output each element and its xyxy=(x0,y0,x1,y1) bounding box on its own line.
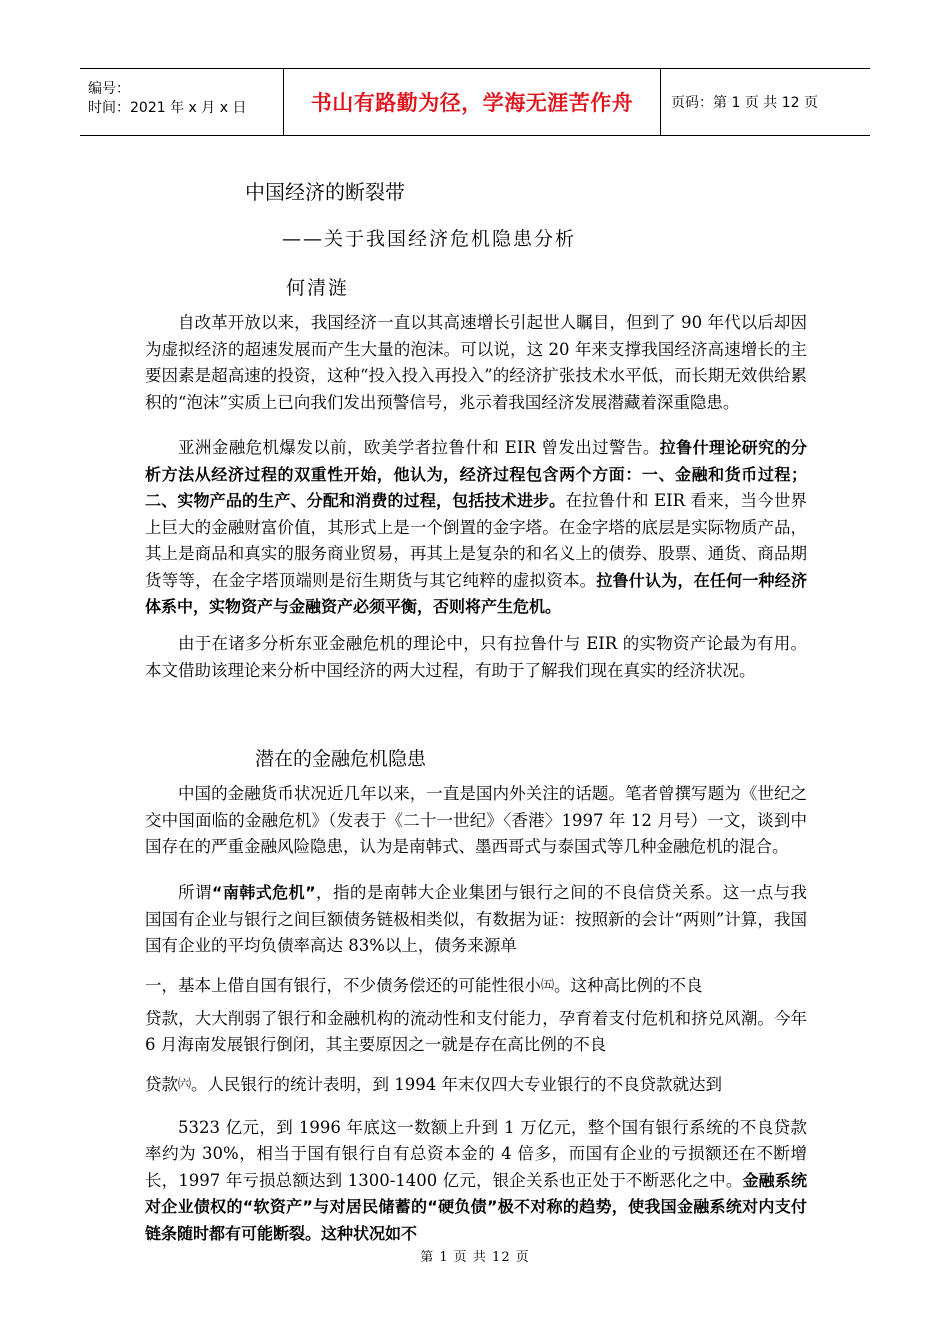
p2-bold-b: 拉鲁什理论研究的分析方法从经济过程的双重性开始，他认为，经济过程包含两个方面：一、金融和货币过程；二、实物产品的生产、分配和消费的过程，包括技术进步。 xyxy=(145,438,807,510)
p5-bold-j: 金融系统对企业债权的“软资产”与对居民储蓄的“硬负债”极不对称的趋势，使我国金融系统对内支付链条随时都有可能断裂。这种状况如不 xyxy=(145,1170,807,1243)
doc-title: 中国经济的断裂带 xyxy=(245,180,405,204)
doc-subtitle: ——关于我国经济危机隐患分析 xyxy=(282,228,577,250)
paragraph-3: 由于在诸多分析东亚金融危机的理论中，只有拉鲁什与 EIR 的实物资产论最为有用。本文借助该理论来分析中国经济的两大过程，有助于了解我们现在真实的经济状况。 xyxy=(145,634,807,680)
header-page-info-cell xyxy=(661,69,818,135)
paragraph-5 xyxy=(145,880,807,1247)
p5-text-f: 贷款，大大削弱了银行和金融机构的流动性和支付能力，孕育着支付危机和挤兑风潮。今年 6 月海南发展银行倒闭，其主要原因之一就是存在高比例的不良 xyxy=(145,1008,807,1054)
p5-text-a: 所谓 xyxy=(178,883,212,902)
header-meta xyxy=(80,69,283,135)
p2-text-c: 在拉鲁什和 EIR 看来，当今世界上巨大的金融财富价值，其形式上是一个倒置的金字塔。在金字塔的底层是实际物质产品，其上是商品和真实的服务商业贸易，再其上是复杂的和名义上的债券、股票、通货、商品期货等等，在金字塔顶端则是衍生期货与其它纯粹的虚拟资本。 xyxy=(145,491,807,590)
doc-date: 时间：2021 年 x 月 x 日 xyxy=(88,100,247,116)
section-title: 潜在的金融危机隐患 xyxy=(255,748,427,770)
paragraph-4: 中国的金融货币状况近几年以来，一直是国内外关注的话题。笔者曾撰写题为《世纪之交中国面临的金融危机》（发表于《二十一世纪》〈香港〉1997 年 12 月号）一文，谈到中国存在的严重金融风险隐患，认为是南韩式、墨西哥式与泰国式等几种金融危机的混合。 xyxy=(145,784,807,856)
p5-text-h: 。人民银行的统计表明，到 1994 年末仅四大专业银行的不良贷款就达到 xyxy=(191,1074,722,1094)
p5-text-d: 一，基本上借自国有银行，不少债务偿还的可能性很小 xyxy=(145,975,541,995)
doc-number: 编号： xyxy=(88,81,130,97)
p2-bold-d: 拉鲁什认为，在任何一种经济体系中，实物资产与金融资产必须平衡，否则将产生危机。 xyxy=(145,570,807,616)
p2-text-a: 亚洲金融危机爆发以前，欧美学者拉鲁什和 EIR 曾发出过警告。 xyxy=(178,438,660,457)
p5-bold-b: “南韩式危机” xyxy=(211,883,316,902)
footnote-mark-6: ㈥ xyxy=(178,1076,192,1092)
page-footer: 第 1 页 共 12 页 xyxy=(420,1250,530,1265)
paragraph-2 xyxy=(145,435,807,621)
header-motto-cell xyxy=(283,69,661,135)
p5-line-d xyxy=(145,966,807,1006)
doc-author: 何清涟 xyxy=(286,277,350,299)
header-motto: 书山有路勤为径，学海无涯苦作舟 xyxy=(310,91,634,115)
header-page-info: 页码：第 1 页 共 12 页 xyxy=(671,95,818,111)
page-header xyxy=(80,68,870,136)
p5-text-g: 贷款 xyxy=(145,1074,178,1094)
p5-text-c: ，指的是南韩大企业集团与银行之间的不良信贷关系。这一点与我国国有企业与银行之间巨额债务链极相类似，有数据为证：按照新的会计“两则”计算，我国国有企业的平均负债率高达 83%以上，债务来源单 xyxy=(145,883,807,955)
footnote-mark-5: ㈤ xyxy=(541,977,555,993)
p5-text-e: 。这种高比例的不良 xyxy=(554,975,703,995)
paragraph-1: 自改革开放以来，我国经济一直以其高速增长引起世人瞩目，但到了 90 年代以后却因为虚拟经济的超速发展而产生大量的泡沫。可以说，这 20 年来支撑我国经济高速增长的主要因素是超高速的投资，这种“投入投入再投入”的经济扩张技术水平低，而长期无效供给累积的“泡沫”实质上已向我们发出预警信号，兆示着我国经济发展潜藏着深重隐患。 xyxy=(145,313,807,412)
p5-text-i: 5323 亿元，到 1996 年底这一数额上升到 1 万亿元，整个国有银行系统的不良贷款率约为 30%，相当于国有银行自有总资本金的 4 倍多，而国有企业的亏损额还在不断增长，1997 年亏损总额达到 1300-1400 亿元，银企关系也正处于不断恶化之中。 xyxy=(145,1117,807,1190)
p5-block-i xyxy=(145,1115,807,1248)
p5-line-g xyxy=(145,1065,807,1105)
